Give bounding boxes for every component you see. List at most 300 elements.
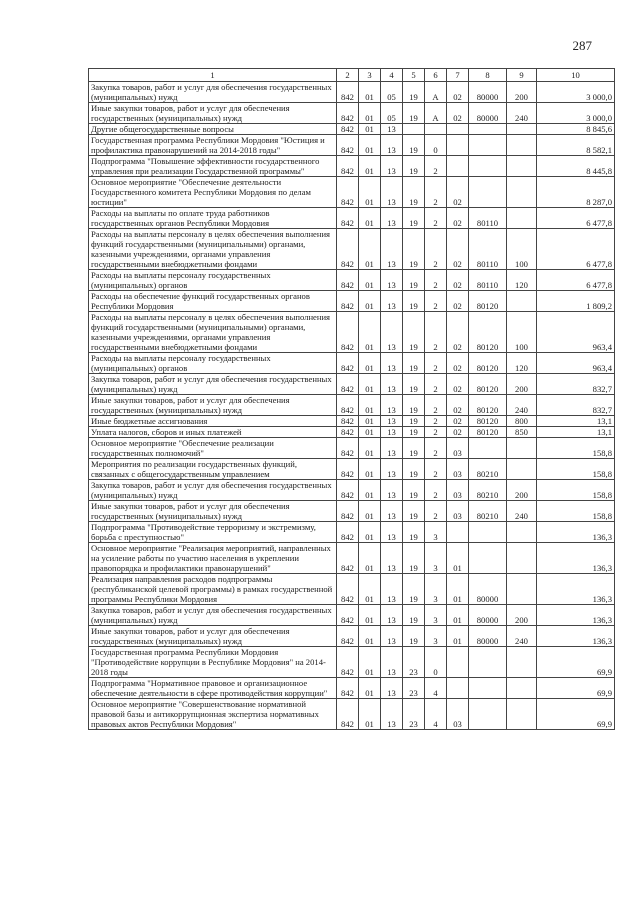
row-name-cell: Иные закупки товаров, работ и услуг для обеспечения государственных (муниципальных) нужд [89,501,337,522]
row-value-cell: 240 [507,626,537,647]
row-value-cell: 2 [425,270,447,291]
row-value-cell: 80000 [469,605,507,626]
row-value-cell: 01 [359,229,381,270]
row-name-cell: Расходы на выплаты персоналу государственных (муниципальных) органов [89,353,337,374]
row-value-cell [507,647,537,678]
row-name-cell: Государственная программа Республики Мордовия "Юстиция и профилактика правонарушений на 2014-2018 годы" [89,135,337,156]
row-value-cell: 842 [337,438,359,459]
row-value-cell: 2 [425,438,447,459]
row-value-cell: 80120 [469,395,507,416]
table-row [89,291,615,312]
row-value-cell: 01 [359,270,381,291]
row-value-cell: 03 [447,501,469,522]
row-value-cell: 842 [337,82,359,103]
row-value-cell [507,699,537,730]
row-value-cell: 240 [507,501,537,522]
row-value-cell: 19 [403,480,425,501]
row-value-cell: 03 [447,699,469,730]
row-value-cell: 19 [403,82,425,103]
row-value-cell: 842 [337,427,359,438]
row-value-cell [469,156,507,177]
row-value-cell: 19 [403,208,425,229]
row-value-cell: 01 [359,647,381,678]
table-row [89,647,615,678]
row-value-cell: 80120 [469,427,507,438]
row-value-cell: 842 [337,459,359,480]
row-value-cell: 8 582,1 [537,135,615,156]
row-value-cell: 2 [425,353,447,374]
row-value-cell: 01 [359,427,381,438]
row-value-cell: 4 [425,699,447,730]
row-value-cell: 2 [425,291,447,312]
row-value-cell: 13 [381,626,403,647]
row-value-cell: 02 [447,427,469,438]
row-value-cell: 13 [381,480,403,501]
row-value-cell: 69,9 [537,647,615,678]
row-value-cell: 19 [403,291,425,312]
row-value-cell: 842 [337,543,359,574]
row-value-cell: 832,7 [537,395,615,416]
row-value-cell: 01 [359,395,381,416]
row-name-cell: Подпрограмма "Противодействие терроризму и экстремизму, борьба с преступностью" [89,522,337,543]
row-value-cell: 23 [403,647,425,678]
row-value-cell: 03 [447,459,469,480]
row-value-cell: 136,3 [537,605,615,626]
column-header: 10 [537,69,615,82]
row-value-cell: 01 [359,135,381,156]
row-value-cell: 01 [359,626,381,647]
table-row [89,501,615,522]
table-row [89,480,615,501]
column-header: 5 [403,69,425,82]
row-value-cell: 842 [337,208,359,229]
row-value-cell [507,678,537,699]
row-value-cell: 01 [359,156,381,177]
row-value-cell: 01 [359,678,381,699]
row-value-cell: 13 [381,699,403,730]
row-value-cell [507,124,537,135]
row-value-cell [469,678,507,699]
row-value-cell: 842 [337,522,359,543]
row-value-cell: 2 [425,374,447,395]
row-value-cell: 240 [507,103,537,124]
row-value-cell: 200 [507,605,537,626]
row-value-cell: 8 445,8 [537,156,615,177]
row-value-cell: 02 [447,291,469,312]
row-value-cell: 13 [381,353,403,374]
table-row [89,605,615,626]
row-value-cell: 01 [359,291,381,312]
row-value-cell: 02 [447,82,469,103]
row-value-cell: 13 [381,543,403,574]
row-value-cell: 19 [403,135,425,156]
row-value-cell: 2 [425,480,447,501]
row-value-cell: 13 [381,416,403,427]
row-value-cell: 842 [337,374,359,395]
row-value-cell: 01 [359,501,381,522]
row-value-cell: 13 [381,135,403,156]
row-value-cell: 01 [447,626,469,647]
row-value-cell: 13,1 [537,416,615,427]
table-row [89,103,615,124]
row-value-cell: 69,9 [537,699,615,730]
table-header-row [89,69,615,82]
row-value-cell: 0 [425,647,447,678]
row-name-cell: Иные бюджетные ассигнования [89,416,337,427]
row-value-cell: 3 000,0 [537,103,615,124]
row-value-cell: 13 [381,395,403,416]
row-value-cell: 120 [507,270,537,291]
row-value-cell: 03 [447,438,469,459]
row-name-cell: Расходы на выплаты персоналу государственных (муниципальных) органов [89,270,337,291]
row-value-cell: 01 [359,103,381,124]
row-value-cell: 100 [507,312,537,353]
row-value-cell: 80110 [469,229,507,270]
row-value-cell: 158,8 [537,480,615,501]
row-value-cell: 80000 [469,82,507,103]
row-value-cell: 842 [337,647,359,678]
row-value-cell [447,124,469,135]
table-row [89,353,615,374]
row-value-cell: 03 [447,480,469,501]
row-name-cell: Расходы на выплаты по оплате труда работников государственных органов Республики Мордовия [89,208,337,229]
row-value-cell [469,135,507,156]
row-value-cell: 01 [359,177,381,208]
row-value-cell: 80120 [469,291,507,312]
row-value-cell [469,522,507,543]
row-value-cell: 80120 [469,312,507,353]
row-value-cell: 842 [337,270,359,291]
row-value-cell: 6 477,8 [537,270,615,291]
row-value-cell: 6 477,8 [537,208,615,229]
row-value-cell [469,124,507,135]
row-value-cell: 02 [447,103,469,124]
row-value-cell: 13 [381,647,403,678]
table-row [89,135,615,156]
row-value-cell: 200 [507,480,537,501]
row-value-cell: 158,8 [537,501,615,522]
row-value-cell [507,459,537,480]
row-value-cell: 3 [425,605,447,626]
row-value-cell: 136,3 [537,574,615,605]
row-value-cell: 842 [337,416,359,427]
row-value-cell: 2 [425,416,447,427]
row-value-cell: 842 [337,626,359,647]
row-value-cell: 05 [381,82,403,103]
row-value-cell: 19 [403,177,425,208]
row-value-cell: 842 [337,605,359,626]
row-value-cell: 13 [381,156,403,177]
row-value-cell: 02 [447,177,469,208]
row-value-cell: 80120 [469,374,507,395]
table-row [89,374,615,395]
row-name-cell: Государственная программа Республики Мордовия "Противодействие коррупции в Республике Мордовия" на 2014-2018 годы [89,647,337,678]
page-number: 287 [572,38,592,53]
row-value-cell: 80110 [469,270,507,291]
table-row [89,270,615,291]
row-value-cell: 01 [359,605,381,626]
row-value-cell: 842 [337,395,359,416]
row-name-cell: Иные закупки товаров, работ и услуг для обеспечения государственных (муниципальных) нужд [89,626,337,647]
row-value-cell: 02 [447,374,469,395]
column-header: 6 [425,69,447,82]
row-value-cell: 240 [507,395,537,416]
row-value-cell: 13 [381,678,403,699]
row-value-cell: 02 [447,395,469,416]
row-value-cell: 05 [381,103,403,124]
row-value-cell: 19 [403,270,425,291]
row-value-cell: 850 [507,427,537,438]
row-value-cell: 01 [447,574,469,605]
row-value-cell: 2 [425,501,447,522]
table-row [89,229,615,270]
row-value-cell: 13 [381,574,403,605]
row-value-cell: 80210 [469,501,507,522]
row-value-cell: 842 [337,480,359,501]
row-value-cell: 01 [359,438,381,459]
row-name-cell: Реализация направления расходов подпрограммы (республиканской целевой программы) в рамках государственной программы Республики Мордовия [89,574,337,605]
row-value-cell: 13 [381,208,403,229]
row-value-cell: 842 [337,574,359,605]
row-value-cell: 13 [381,501,403,522]
row-value-cell: 80110 [469,208,507,229]
row-value-cell: 13 [381,177,403,208]
row-value-cell: 136,3 [537,626,615,647]
row-name-cell: Основное мероприятие "Реализация мероприятий, направленных на усиление работы по участию населения в укреплении правопорядка и профилактики правонарушений" [89,543,337,574]
table-row [89,177,615,208]
row-value-cell: 13 [381,270,403,291]
row-value-cell: 80000 [469,626,507,647]
row-value-cell: 6 477,8 [537,229,615,270]
column-header: 8 [469,69,507,82]
row-value-cell: 842 [337,156,359,177]
row-value-cell: 13 [381,291,403,312]
row-value-cell: 80000 [469,574,507,605]
row-value-cell: 2 [425,177,447,208]
row-value-cell: А [425,82,447,103]
row-value-cell: 2 [425,312,447,353]
row-value-cell: 13 [381,312,403,353]
table-row [89,574,615,605]
table-row [89,459,615,480]
row-value-cell: 842 [337,501,359,522]
row-value-cell: 3 [425,626,447,647]
row-value-cell: 3 [425,574,447,605]
row-value-cell: 2 [425,229,447,270]
row-value-cell [469,699,507,730]
row-value-cell: 842 [337,103,359,124]
row-value-cell: 13 [381,427,403,438]
row-value-cell [447,135,469,156]
row-value-cell: 01 [359,416,381,427]
row-value-cell: 01 [359,699,381,730]
row-value-cell: 19 [403,626,425,647]
column-header: 3 [359,69,381,82]
row-value-cell: 02 [447,208,469,229]
row-value-cell: А [425,103,447,124]
row-value-cell: 01 [359,574,381,605]
row-name-cell: Расходы на обеспечение функций государственных органов Республики Мордовия [89,291,337,312]
row-name-cell: Другие общегосударственные вопросы [89,124,337,135]
row-value-cell: 2 [425,459,447,480]
row-value-cell: 19 [403,543,425,574]
row-value-cell: 2 [425,208,447,229]
row-value-cell: 01 [447,543,469,574]
row-value-cell: 963,4 [537,353,615,374]
row-value-cell: 23 [403,699,425,730]
row-value-cell [469,543,507,574]
row-name-cell: Основное мероприятие "Обеспечение деятельности Государственного комитета Республики Мордовия по делам юстиции" [89,177,337,208]
row-value-cell: 3 000,0 [537,82,615,103]
row-value-cell: 19 [403,427,425,438]
table-row [89,208,615,229]
row-value-cell: 80210 [469,459,507,480]
row-name-cell: Уплата налогов, сборов и иных платежей [89,427,337,438]
row-value-cell: 200 [507,374,537,395]
row-name-cell: Иные закупки товаров, работ и услуг для обеспечения государственных (муниципальных) нужд [89,103,337,124]
row-value-cell: 3 [425,543,447,574]
row-name-cell: Закупка товаров, работ и услуг для обеспечения государственных (муниципальных) нужд [89,605,337,626]
row-value-cell: 842 [337,135,359,156]
table-row [89,416,615,427]
row-value-cell: 842 [337,312,359,353]
row-value-cell: 19 [403,501,425,522]
row-value-cell [447,522,469,543]
row-value-cell: 19 [403,312,425,353]
row-value-cell [469,177,507,208]
row-value-cell: 80210 [469,480,507,501]
row-value-cell: 120 [507,353,537,374]
row-name-cell: Расходы на выплаты персоналу в целях обеспечения выполнения функций государственными (муниципальными) органами, казенными учреждениями, органами управления государственными внебюджетными фондами [89,312,337,353]
row-value-cell: 842 [337,229,359,270]
table-row [89,312,615,353]
table-row [89,678,615,699]
row-value-cell [507,135,537,156]
table-row [89,522,615,543]
row-value-cell: 19 [403,522,425,543]
row-value-cell: 01 [359,312,381,353]
row-name-cell: Подпрограмма "Нормативное правовое и организационное обеспечение деятельности в сфере противодействия коррупции" [89,678,337,699]
row-value-cell: 963,4 [537,312,615,353]
row-value-cell: 02 [447,270,469,291]
row-value-cell: 80000 [469,103,507,124]
row-value-cell: 19 [403,459,425,480]
row-value-cell: 832,7 [537,374,615,395]
row-value-cell: 19 [403,374,425,395]
row-value-cell: 02 [447,353,469,374]
row-value-cell: 01 [447,605,469,626]
row-name-cell: Мероприятия по реализации государственных функций, связанных с общегосударственным управлением [89,459,337,480]
row-value-cell [469,647,507,678]
row-value-cell: 8 287,0 [537,177,615,208]
row-value-cell: 19 [403,103,425,124]
row-value-cell [447,678,469,699]
row-name-cell: Закупка товаров, работ и услуг для обеспечения государственных (муниципальных) нужд [89,480,337,501]
row-value-cell: 2 [425,395,447,416]
table-row [89,699,615,730]
budget-table [88,68,615,730]
row-name-cell: Основное мероприятие "Совершенствование нормативной правовой базы и антикоррупционная экспертиза нормативных правовых актов Республики Мордовия" [89,699,337,730]
column-header: 1 [89,69,337,82]
row-name-cell: Расходы на выплаты персоналу в целях обеспечения выполнения функций государственными (муниципальными) органами, казенными учреждениями, органами управления государственными внебюджетными фондами [89,229,337,270]
row-value-cell: 19 [403,438,425,459]
row-name-cell: Подпрограмма "Повышение эффективности государственного управления при реализации Государственной программы" [89,156,337,177]
row-value-cell: 69,9 [537,678,615,699]
row-value-cell: 01 [359,208,381,229]
table-row [89,427,615,438]
row-name-cell: Основное мероприятие "Обеспечение реализации государственных полномочий" [89,438,337,459]
row-value-cell: 19 [403,229,425,270]
column-header: 9 [507,69,537,82]
row-value-cell: 19 [403,395,425,416]
row-value-cell [507,156,537,177]
row-value-cell: 800 [507,416,537,427]
row-value-cell: 01 [359,124,381,135]
row-value-cell [507,438,537,459]
table-row [89,156,615,177]
row-value-cell: 136,3 [537,522,615,543]
column-header: 7 [447,69,469,82]
row-value-cell: 842 [337,291,359,312]
row-value-cell: 01 [359,480,381,501]
row-name-cell: Закупка товаров, работ и услуг для обеспечения государственных (муниципальных) нужд [89,82,337,103]
row-value-cell [507,522,537,543]
row-value-cell: 13 [381,124,403,135]
row-value-cell: 4 [425,678,447,699]
row-value-cell: 100 [507,229,537,270]
row-value-cell: 13 [381,459,403,480]
row-value-cell: 13 [381,605,403,626]
row-value-cell: 19 [403,574,425,605]
table-row [89,543,615,574]
row-value-cell: 13 [381,229,403,270]
row-value-cell: 80120 [469,353,507,374]
row-value-cell: 200 [507,82,537,103]
row-value-cell: 19 [403,605,425,626]
row-value-cell: 19 [403,353,425,374]
row-value-cell: 23 [403,678,425,699]
row-value-cell: 02 [447,312,469,353]
row-value-cell [507,574,537,605]
row-value-cell [507,291,537,312]
row-value-cell: 842 [337,353,359,374]
row-value-cell: 8 845,6 [537,124,615,135]
row-value-cell: 01 [359,353,381,374]
table-row [89,395,615,416]
table-row [89,124,615,135]
row-value-cell: 13,1 [537,427,615,438]
row-value-cell [507,177,537,208]
table-row [89,82,615,103]
row-value-cell: 13 [381,522,403,543]
row-value-cell [403,124,425,135]
row-value-cell: 01 [359,374,381,395]
row-value-cell: 01 [359,543,381,574]
row-value-cell: 842 [337,124,359,135]
row-value-cell: 842 [337,678,359,699]
row-value-cell [469,438,507,459]
row-value-cell: 842 [337,699,359,730]
row-value-cell: 19 [403,416,425,427]
row-value-cell: 842 [337,177,359,208]
row-value-cell: 01 [359,459,381,480]
row-name-cell: Иные закупки товаров, работ и услуг для обеспечения государственных (муниципальных) нужд [89,395,337,416]
row-value-cell: 3 [425,522,447,543]
row-value-cell: 2 [425,156,447,177]
table-row [89,438,615,459]
row-value-cell [507,208,537,229]
row-value-cell [447,647,469,678]
